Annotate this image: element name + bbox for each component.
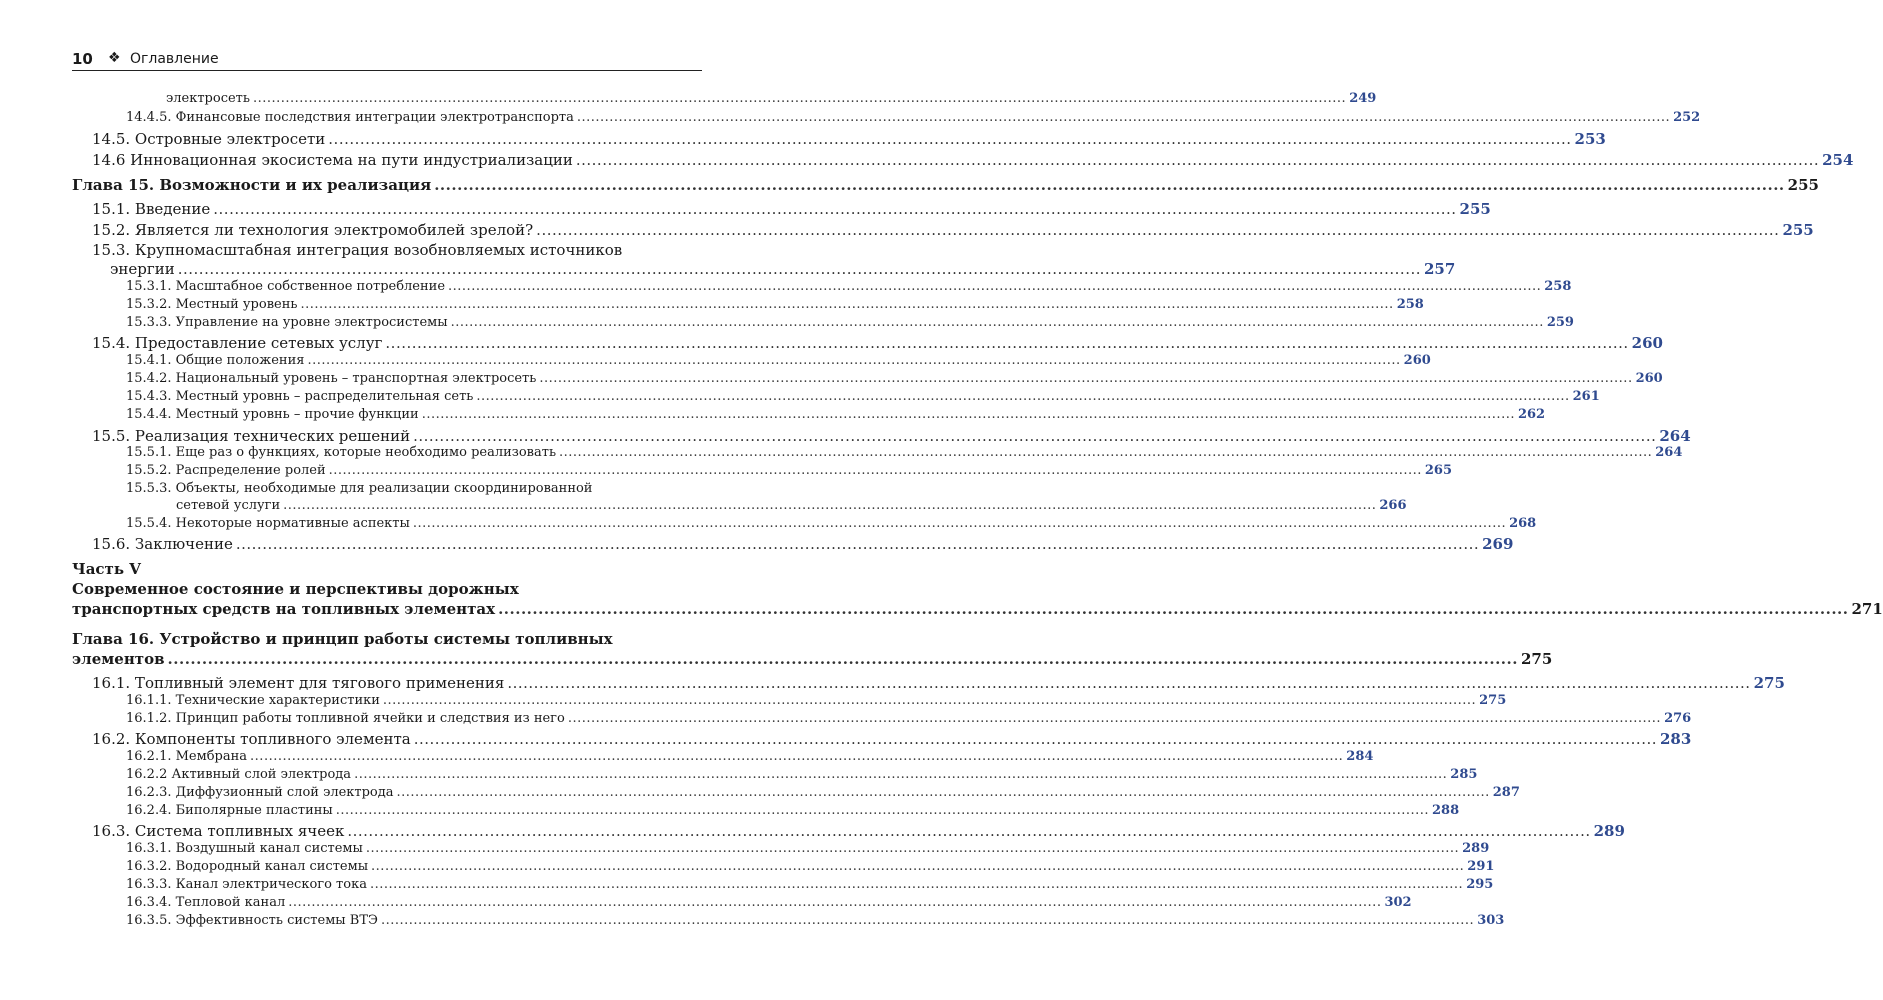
toc-entry[interactable] <box>126 279 1572 299</box>
dot-leader <box>381 913 1474 928</box>
page-number: 10 <box>72 50 93 68</box>
toc-entry-title: 15.5.2. Распределение ролей <box>126 463 326 478</box>
toc-entry-title: сетевой услуги <box>176 498 281 513</box>
toc-entry-page: 283 <box>1660 730 1692 748</box>
toc-entry-page: 255 <box>1782 221 1814 239</box>
toc-entry-title: 16.1.2. Принцип работы топливной ячейки и следствия из него <box>126 711 565 726</box>
toc-entry[interactable] <box>92 130 1606 150</box>
toc-entry-title: 15.5.1. Еще раз о функциях, которые необходимо реализовать <box>126 445 557 460</box>
toc-entry-title: 16.2.2 Активный слой электрода <box>126 767 352 782</box>
toc-entry[interactable] <box>126 353 1431 373</box>
toc-entry-page: 275 <box>1520 650 1553 668</box>
toc-entry-title: 15.1. Введение <box>92 200 211 218</box>
toc-entry[interactable] <box>126 749 1374 769</box>
dot-leader <box>498 600 1848 618</box>
toc-entry-page: 261 <box>1572 389 1600 404</box>
toc-entry-title: 15.4.1. Общие положения <box>126 353 305 368</box>
toc-entry-title: 15.3.3. Управление на уровне электросистемы <box>126 315 448 330</box>
toc-entry[interactable] <box>92 427 1691 447</box>
dot-leader <box>539 371 1632 386</box>
toc-entry-page: 295 <box>1466 877 1494 892</box>
toc-entry[interactable] <box>72 630 702 650</box>
toc-entry-title: 15.3. Крупномасштабная интеграция возобновляемых источников <box>92 241 623 259</box>
toc-entry-title: 15.5. Реализация технических решений <box>92 427 411 445</box>
toc-entry[interactable] <box>126 877 1494 897</box>
toc-entry[interactable] <box>92 674 1785 694</box>
toc-entry[interactable] <box>126 463 1453 483</box>
toc-entry[interactable] <box>72 650 1553 670</box>
dot-leader <box>397 785 1490 800</box>
toc-entry[interactable] <box>126 516 1537 536</box>
toc-entry[interactable] <box>92 151 1854 171</box>
toc-entry[interactable] <box>126 371 1663 391</box>
dot-leader <box>329 463 1422 478</box>
toc-entry-title: 15.5.3. Объекты, необходимые для реализации скоординированной <box>126 481 593 496</box>
toc-entry-title: энергии <box>110 260 175 278</box>
running-header <box>72 50 702 71</box>
toc-entry[interactable] <box>126 785 1520 805</box>
dot-leader <box>413 516 1506 531</box>
dot-leader <box>347 822 1590 840</box>
toc-entry-page: 275 <box>1753 674 1785 692</box>
toc-entry-page: 262 <box>1517 407 1546 422</box>
toc-entry-title: Часть V <box>72 560 141 578</box>
toc-entry[interactable] <box>126 841 1490 861</box>
toc-entry[interactable] <box>126 913 1505 933</box>
toc-entry[interactable] <box>92 730 1692 750</box>
toc-entry[interactable] <box>126 767 1478 787</box>
toc-entry-page: 303 <box>1477 913 1505 928</box>
dot-leader <box>451 315 1544 330</box>
toc-entry-page: 265 <box>1424 463 1453 478</box>
toc-entry[interactable] <box>126 407 1546 427</box>
toc-entry-title: 16.3.1. Воздушный канал системы <box>126 841 363 856</box>
toc-entry-title: 15.3.1. Масштабное собственное потребление <box>126 279 446 294</box>
toc-entry-title: электросеть <box>166 91 250 106</box>
toc-entry-title: Глава 16. Устройство и принцип работы системы топливных <box>72 630 613 648</box>
toc-entry-page: 264 <box>1659 427 1691 445</box>
toc-entry[interactable] <box>126 315 1574 335</box>
toc-entry[interactable] <box>72 600 1883 620</box>
toc-entry-page: 275 <box>1479 693 1507 708</box>
dot-leader <box>383 693 1476 708</box>
dot-leader <box>413 427 1656 445</box>
toc-entry-page: 289 <box>1462 841 1490 856</box>
toc-entry-title: 16.2.1. Мембрана <box>126 749 248 764</box>
toc-entry-title: 15.4.3. Местный уровнь – распределительная сеть <box>126 389 474 404</box>
toc-entry[interactable] <box>92 334 1663 354</box>
toc-entry-title: 16.1. Топливный элемент для тягового применения <box>92 674 505 692</box>
toc-entry-title: элементов <box>72 650 165 668</box>
toc-entry-title: 16.3.2. Водородный канал системы <box>126 859 369 874</box>
toc-entry[interactable] <box>126 445 1683 465</box>
toc-entry-page: 258 <box>1544 279 1572 294</box>
dot-leader <box>300 297 1393 312</box>
toc-entry[interactable] <box>126 693 1507 713</box>
dot-leader <box>250 749 1343 764</box>
toc-entry[interactable] <box>126 803 1460 823</box>
dot-leader <box>422 407 1515 422</box>
toc-entry-page: 268 <box>1509 516 1537 531</box>
running-title: Оглавление <box>130 51 219 67</box>
dot-leader <box>448 279 1541 294</box>
toc-entry-page: 254 <box>1822 151 1854 169</box>
toc-entry-title: 16.3.4. Тепловой канал <box>126 895 286 910</box>
dot-leader <box>236 535 1479 553</box>
toc-entry-title: 14.4.5. Финансовые последствия интеграции электротранспорта <box>126 110 574 125</box>
toc-entry[interactable] <box>72 560 702 580</box>
toc-entry-title: 14.5. Островные электросети <box>92 130 326 148</box>
toc-entry-page: 285 <box>1450 767 1478 782</box>
toc-entry-title: 15.2. Является ли технология электромобилей зрелой? <box>92 221 534 239</box>
toc-entry-title: 15.5.4. Некоторые нормативные аспекты <box>126 516 410 531</box>
toc-entry-title: 14.6 Инновационная экосистема на пути индустриализации <box>92 151 573 169</box>
toc-entry[interactable] <box>92 221 1814 241</box>
ornament-icon: ❖ <box>108 50 121 66</box>
dot-leader <box>476 389 1569 404</box>
toc-entry-page: 269 <box>1482 535 1514 553</box>
dot-leader <box>536 221 1779 239</box>
toc-entry-title: 15.4. Предоставление сетевых услуг <box>92 334 383 352</box>
toc-entry-page: 249 <box>1349 91 1377 106</box>
dot-leader <box>366 841 1459 856</box>
toc-entry[interactable] <box>166 91 1377 111</box>
toc-entry-title: 15.3.2. Местный уровень <box>126 297 298 312</box>
toc-entry-page: 287 <box>1492 785 1520 800</box>
toc-entry-page: 276 <box>1664 711 1692 726</box>
dot-leader <box>434 176 1784 194</box>
toc-entry[interactable] <box>110 260 1456 280</box>
toc-entry-title: транспортных средств на топливных элементах <box>72 600 496 618</box>
toc-entry[interactable] <box>126 859 1495 879</box>
dot-leader <box>414 730 1657 748</box>
toc-entry[interactable] <box>126 389 1600 409</box>
toc-entry-page: 258 <box>1396 297 1424 312</box>
dot-leader <box>576 151 1819 169</box>
toc-entry-page: 288 <box>1432 803 1460 818</box>
dot-leader <box>328 130 1571 148</box>
toc-entry-page: 255 <box>1459 200 1491 218</box>
toc-entry-title: Современное состояние и перспективы дорожных <box>72 580 519 598</box>
toc-entry-title: 15.4.2. Национальный уровень – транспортная электросеть <box>126 371 537 386</box>
dot-leader <box>288 895 1381 910</box>
toc-entry-page: 252 <box>1673 110 1701 125</box>
dot-leader <box>168 650 1518 668</box>
toc-entry-page: 271 <box>1851 600 1883 618</box>
toc-entry-title: 16.2.4. Биполярные пластины <box>126 803 333 818</box>
dot-leader <box>370 877 1463 892</box>
dot-leader <box>307 353 1400 368</box>
toc-entry-page: 302 <box>1384 895 1412 910</box>
toc-entry[interactable] <box>92 200 1491 220</box>
dot-leader <box>213 200 1456 218</box>
dot-leader <box>559 445 1652 460</box>
dot-leader <box>385 334 1628 352</box>
dot-leader <box>178 260 1421 278</box>
toc-entry-title: 16.2. Компоненты топливного элемента <box>92 730 411 748</box>
toc-entry-title: Глава 15. Возможности и их реализация <box>72 176 432 194</box>
dot-leader <box>336 803 1429 818</box>
dot-leader <box>577 110 1670 125</box>
toc-entry-page: 260 <box>1631 334 1663 352</box>
toc-entry[interactable] <box>126 711 1692 731</box>
toc-entry[interactable] <box>92 535 1514 555</box>
toc-entry-title: 15.4.4. Местный уровнь – прочие функции <box>126 407 419 422</box>
dot-leader <box>507 674 1750 692</box>
toc-entry[interactable] <box>126 895 1412 915</box>
toc-entry-page: 264 <box>1655 445 1683 460</box>
toc-entry[interactable] <box>92 822 1625 842</box>
toc-entry-title: 16.3.5. Эффективность системы ВТЭ <box>126 913 378 928</box>
toc-entry-page: 289 <box>1593 822 1625 840</box>
toc-entry[interactable] <box>126 297 1424 317</box>
dot-leader <box>371 859 1464 874</box>
toc-entry-page: 260 <box>1635 371 1663 386</box>
dot-leader <box>354 767 1447 782</box>
toc-entry-page: 266 <box>1379 498 1407 513</box>
toc-entry-page: 255 <box>1787 176 1819 194</box>
toc-entry-page: 284 <box>1346 749 1374 764</box>
toc-entry-title: 16.3.3. Канал электрического тока <box>126 877 367 892</box>
toc-entry-title: 16.2.3. Диффузионный слой электрода <box>126 785 394 800</box>
dot-leader <box>253 91 1346 106</box>
toc-entry[interactable] <box>92 241 702 261</box>
toc-entry[interactable] <box>72 176 1819 196</box>
toc-entry-title: 16.3. Система топливных ячеек <box>92 822 345 840</box>
toc-entry-page: 257 <box>1424 260 1456 278</box>
toc-entry-title: 16.1.1. Технические характеристики <box>126 693 380 708</box>
dot-leader <box>568 711 1661 726</box>
toc-entry-page: 259 <box>1546 315 1574 330</box>
toc-entry-title: 15.6. Заключение <box>92 535 233 553</box>
dot-leader <box>283 498 1376 513</box>
toc-entry[interactable] <box>72 580 702 600</box>
toc-entry-page: 260 <box>1403 353 1431 368</box>
toc-entry[interactable] <box>176 498 1407 518</box>
toc-entry-page: 291 <box>1467 859 1495 874</box>
toc-entry[interactable] <box>126 110 1701 130</box>
toc-entry-page: 253 <box>1574 130 1606 148</box>
